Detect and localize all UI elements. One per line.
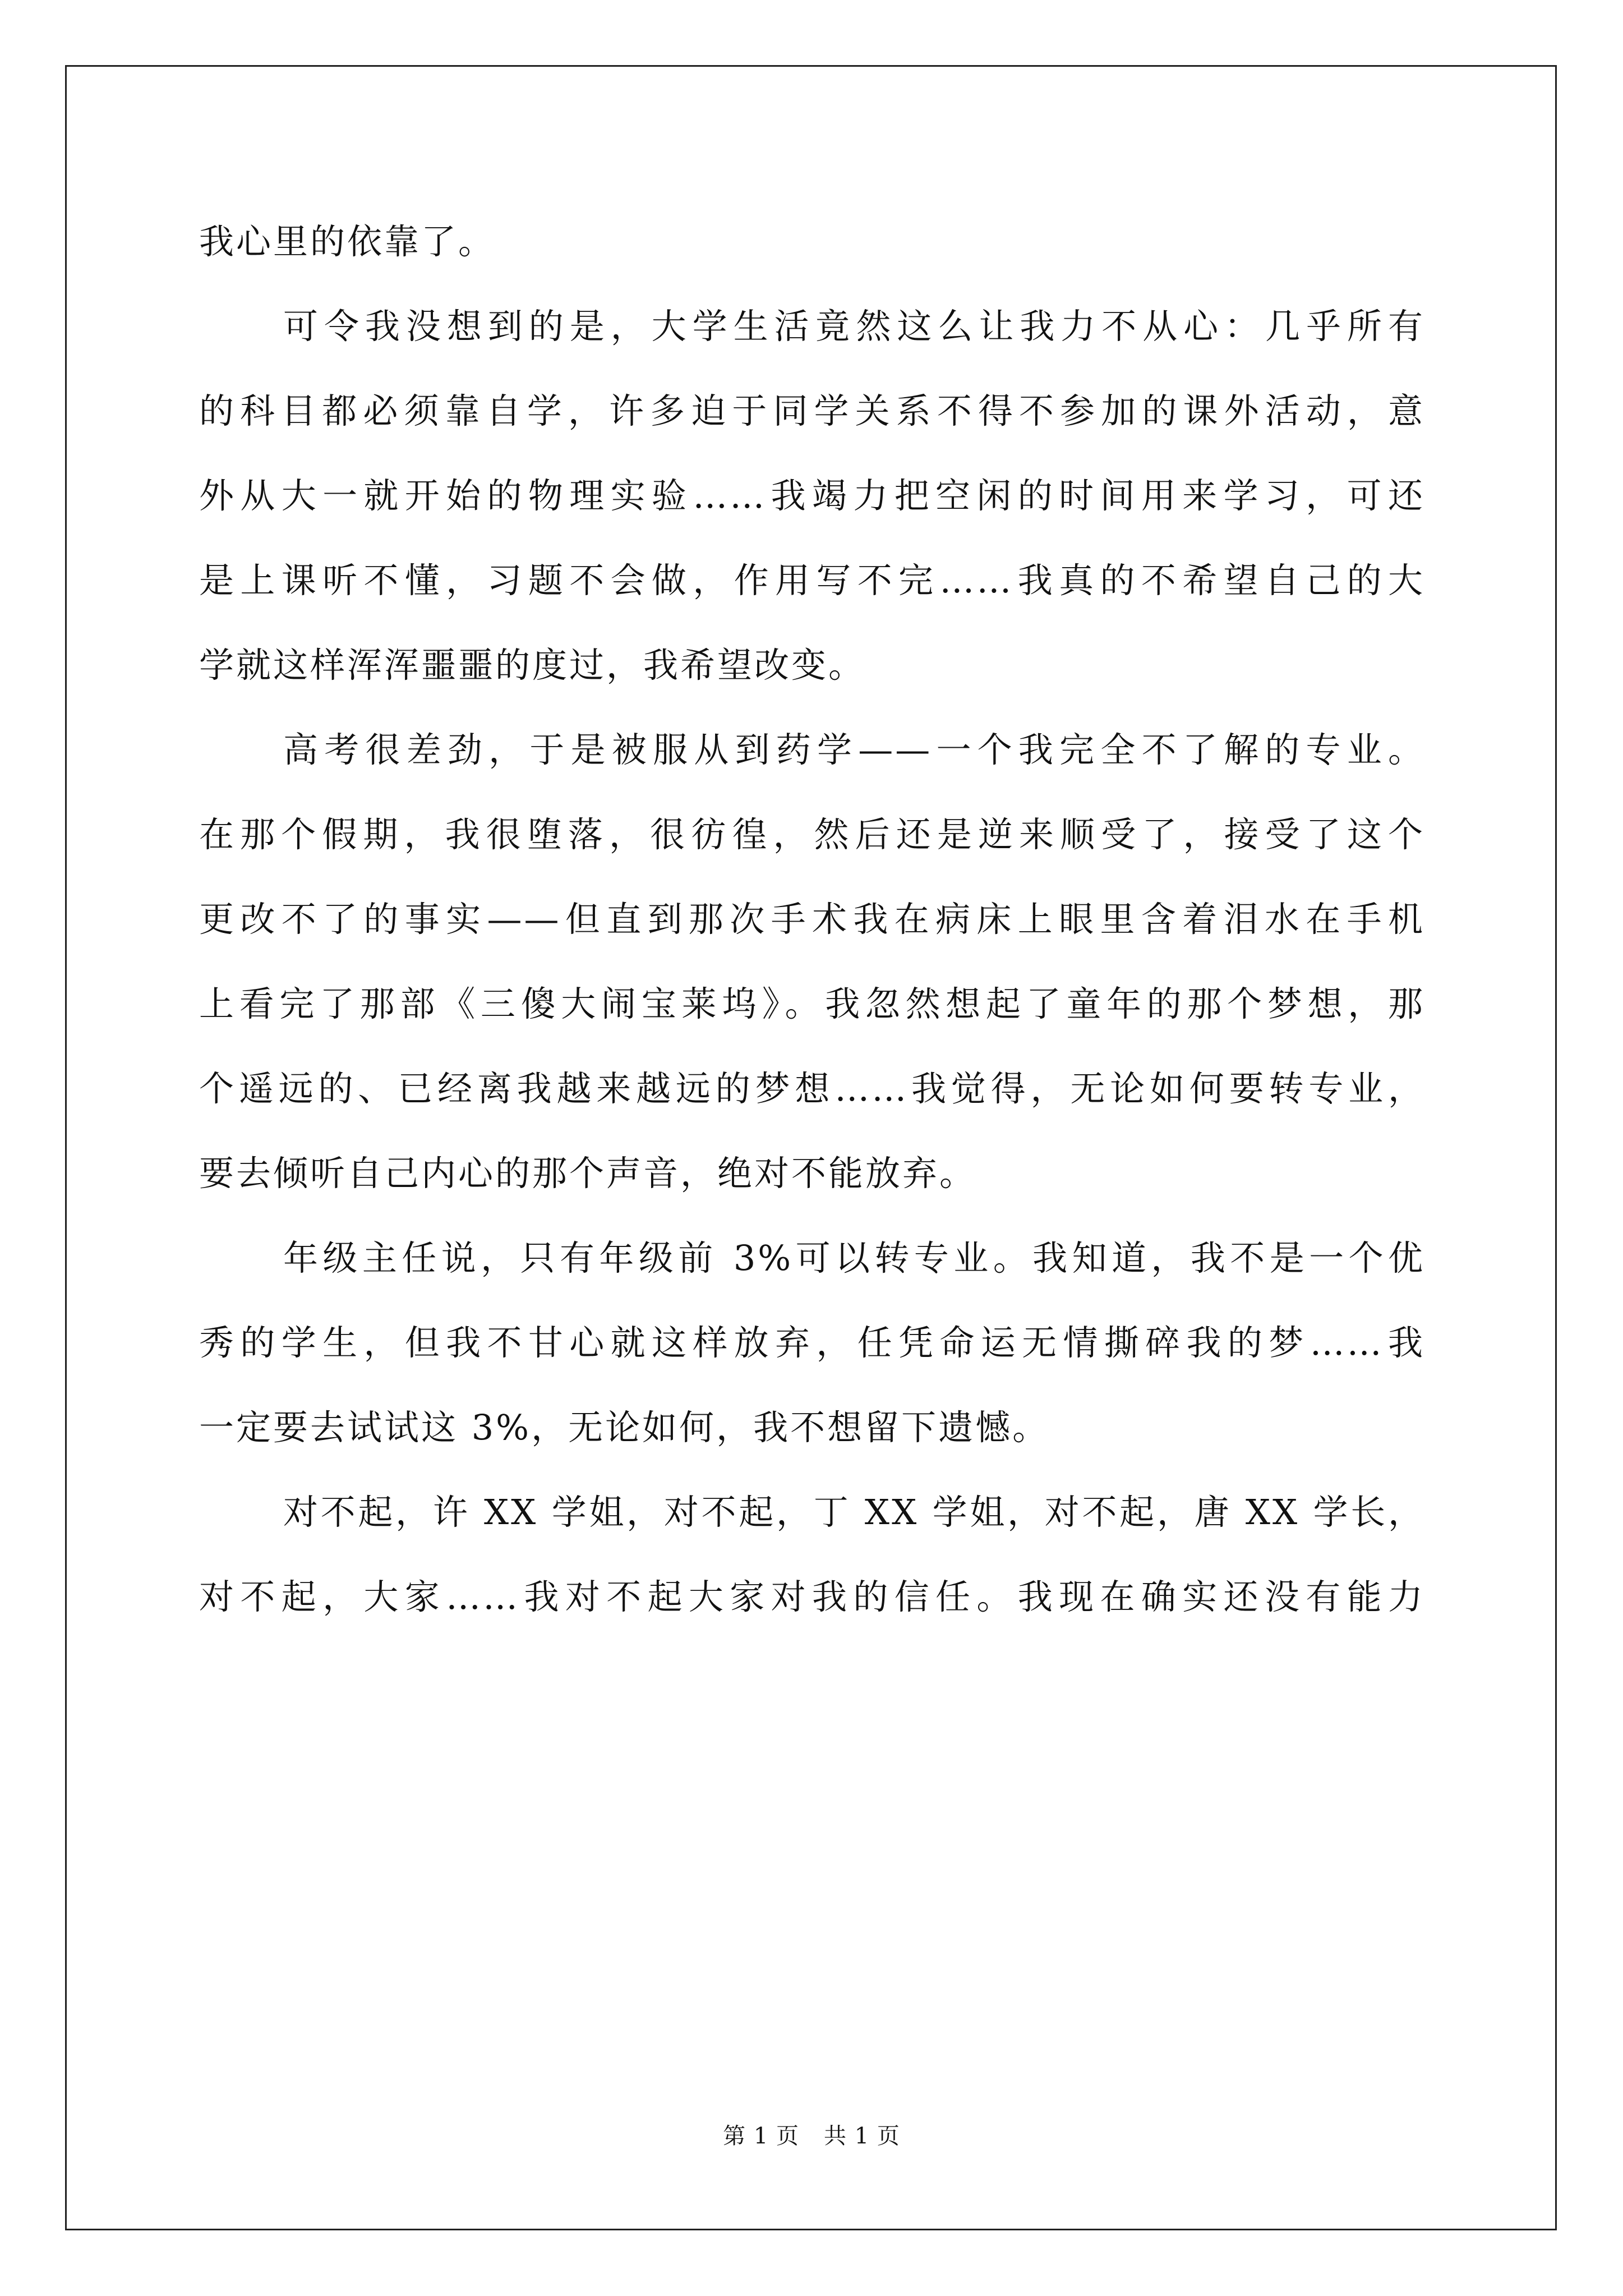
text-line: 对不起，大家……我对不起大家对我的信任。我现在确实还没有能力 xyxy=(199,1576,1425,1617)
text-line: 对不起，许 XX 学姐，对不起，丁 XX 学姐，对不起，唐 XX 学长， xyxy=(283,1492,1425,1533)
page-number-total: 共 1 页 xyxy=(824,2123,900,2149)
text-line: 更改不了的事实——但直到那次手术我在病床上眼里含着泪水在手机 xyxy=(199,899,1425,940)
text-line: 的科目都必须靠自学，许多迫于同学关系不得不参加的课外活动，意 xyxy=(199,390,1425,431)
text-line: 在那个假期，我很堕落，很彷徨，然后还是逆来顺受了，接受了这个 xyxy=(199,814,1425,855)
text-line: 个遥远的、已经离我越来越远的梦想……我觉得，无论如何要转专业， xyxy=(199,1068,1425,1109)
text-line: 上看完了那部《三傻大闹宝莱坞》。我忽然想起了童年的那个梦想，那 xyxy=(199,983,1425,1024)
text-line: 是上课听不懂，习题不会做，作用写不完……我真的不希望自己的大 xyxy=(199,560,1425,601)
text-line: 年级主任说，只有年级前 3%可以转专业。我知道，我不是一个优 xyxy=(283,1237,1425,1278)
text-line: 要去倾听自己内心的那个声音，绝对不能放弃。 xyxy=(199,1153,977,1194)
text-line: 我心里的依靠了。 xyxy=(199,221,496,262)
text-line: 高考很差劲，于是被服从到药学——一个我完全不了解的专业。 xyxy=(283,729,1425,770)
text-line: 外从大一就开始的物理实验……我竭力把空闲的时间用来学习，可还 xyxy=(199,475,1425,516)
page-footer xyxy=(0,2118,1623,2150)
text-line: 学就这样浑浑噩噩的度过，我希望改变。 xyxy=(199,645,866,685)
document-body xyxy=(199,199,1425,1639)
text-line: 可令我没想到的是，大学生活竟然这么让我力不从心：几乎所有 xyxy=(283,306,1425,347)
text-line: 秀的学生，但我不甘心就这样放弃，任凭命运无情撕碎我的梦……我 xyxy=(199,1322,1425,1363)
page-number-current: 第 1 页 xyxy=(723,2123,799,2149)
text-line: 一定要去试试这 3%，无论如何，我不想留下遗憾。 xyxy=(199,1407,1050,1448)
